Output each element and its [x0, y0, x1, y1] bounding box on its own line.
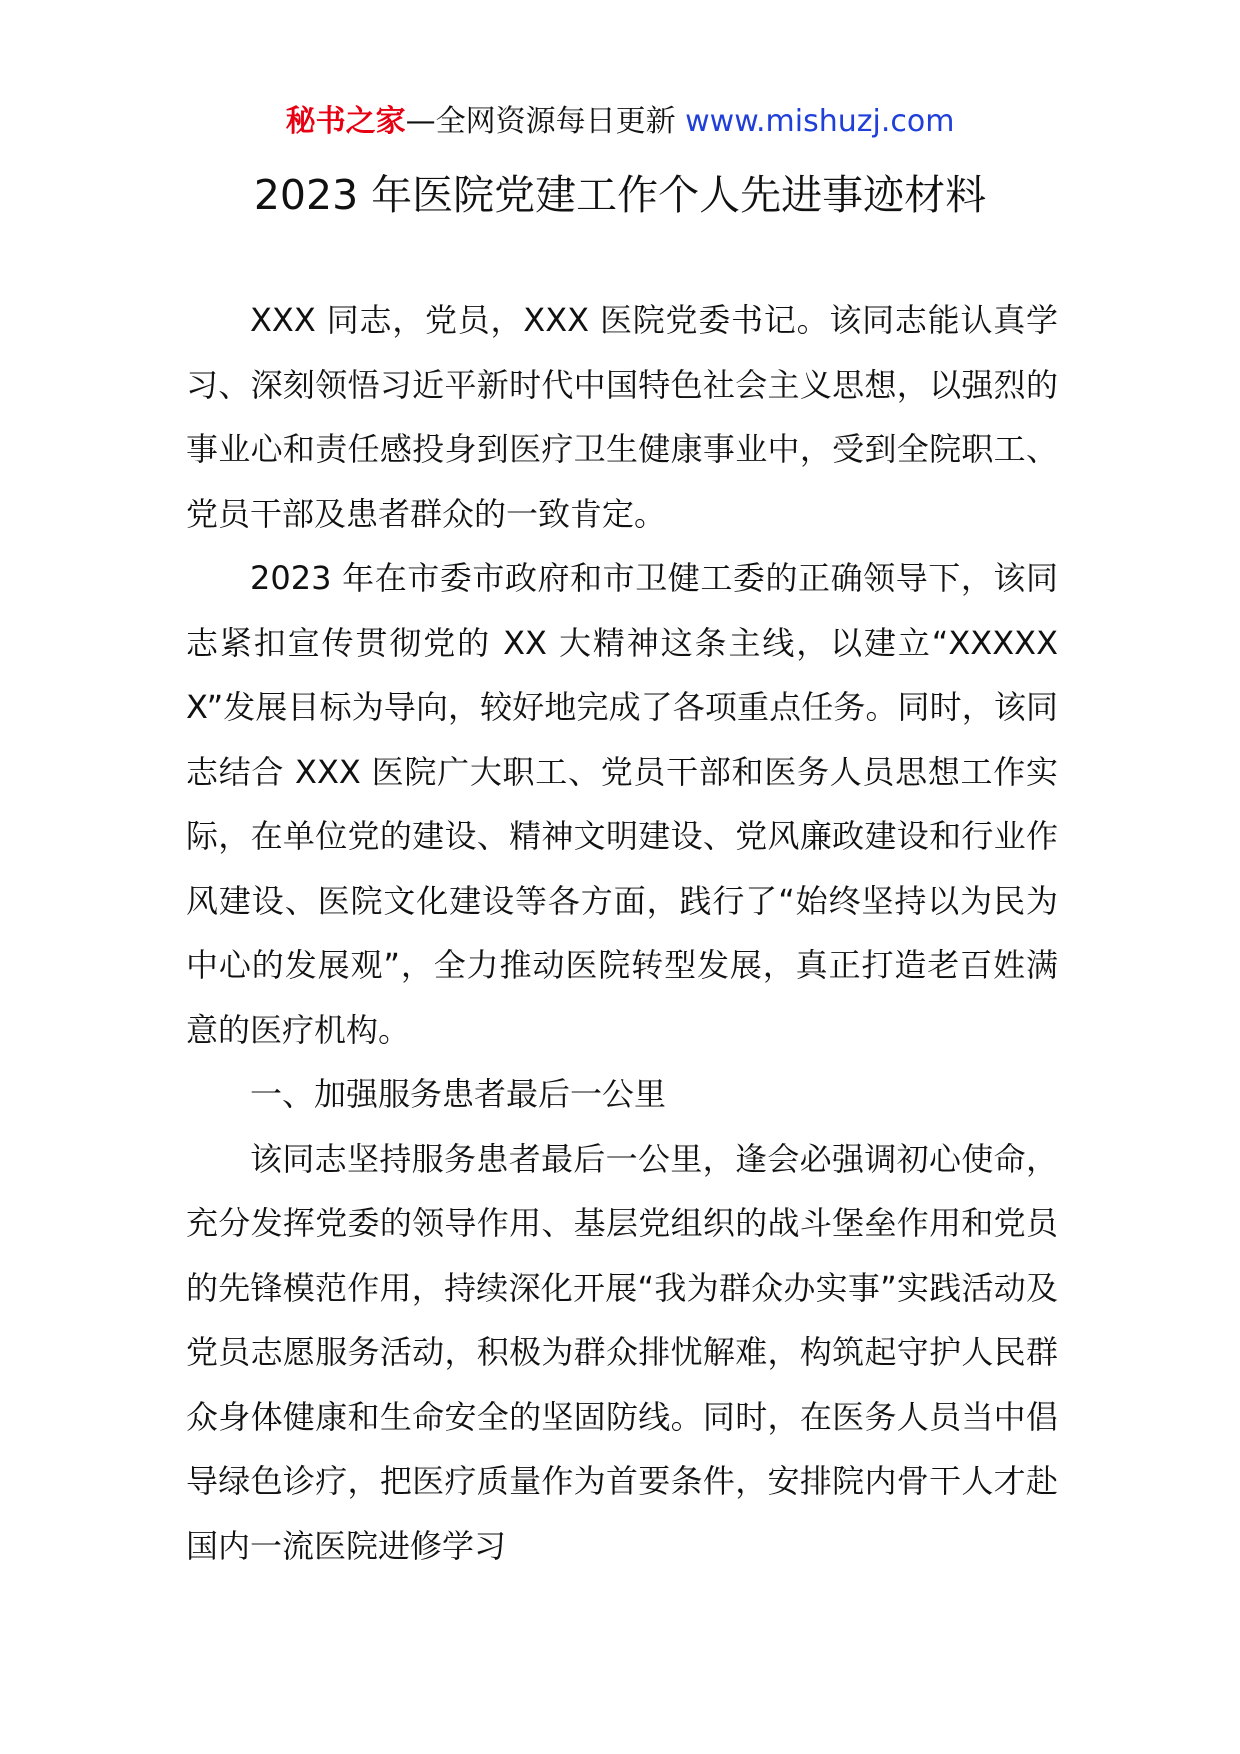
paragraph-overview: 2023 年在市委市政府和市卫健工委的正确领导下，该同志紧扣宣传贯彻党的 XX 大精神这条主线，以建立“XXXXXX”发展目标为导向，较好地完成了各项重点任务。同时，该同志结合 XXX 医院广大职工、党员干部和医务人员思想工作实际，在单位党的建设、精神文明建设、党风廉政建设和行业作风建设、医院文化建设等各方面，践行了“始终坚持以为民为中心的发展观”，全力推动医院转型发展，真正打造老百姓满意的医疗机构。 — [186, 559, 1058, 1049]
site-header — [0, 100, 1240, 144]
site-brand: 秘书之家 — [285, 104, 406, 139]
site-url-link[interactable]: www.mishuzj.com — [685, 104, 955, 139]
paragraph-intro: XXX 同志，党员，XXX 医院党委书记。该同志能认真学习、深刻领悟习近平新时代中国特色社会主义思想，以强烈的事业心和责任感投身到医疗卫生健康事业中，受到全院职工、党员干部及患者群众的一致肯定。 — [186, 301, 1058, 533]
paragraph-section-1: 该同志坚持服务患者最后一公里，逢会必强调初心使命，充分发挥党委的领导作用、基层党组织的战斗堡垒作用和党员的先锋模范作用，持续深化开展“我为群众办实事”实践活动及党员志愿服务活动，积极为群众排忧解难，构筑起守护人民群众身体健康和生命安全的坚固防线。同时，在医务人员当中倡导绿色诊疗，把医疗质量作为首要条件，安排院内骨干人才赴国内一流医院进修学习 — [186, 1139, 1058, 1565]
section-heading-1: 一、加强服务患者最后一公里 — [250, 1075, 667, 1113]
document-title: 2023 年医院党建工作个人先进事迹材料 — [253, 171, 987, 219]
site-tagline: —全网资源每日更新 — [405, 104, 686, 139]
document-body — [186, 288, 1058, 1578]
